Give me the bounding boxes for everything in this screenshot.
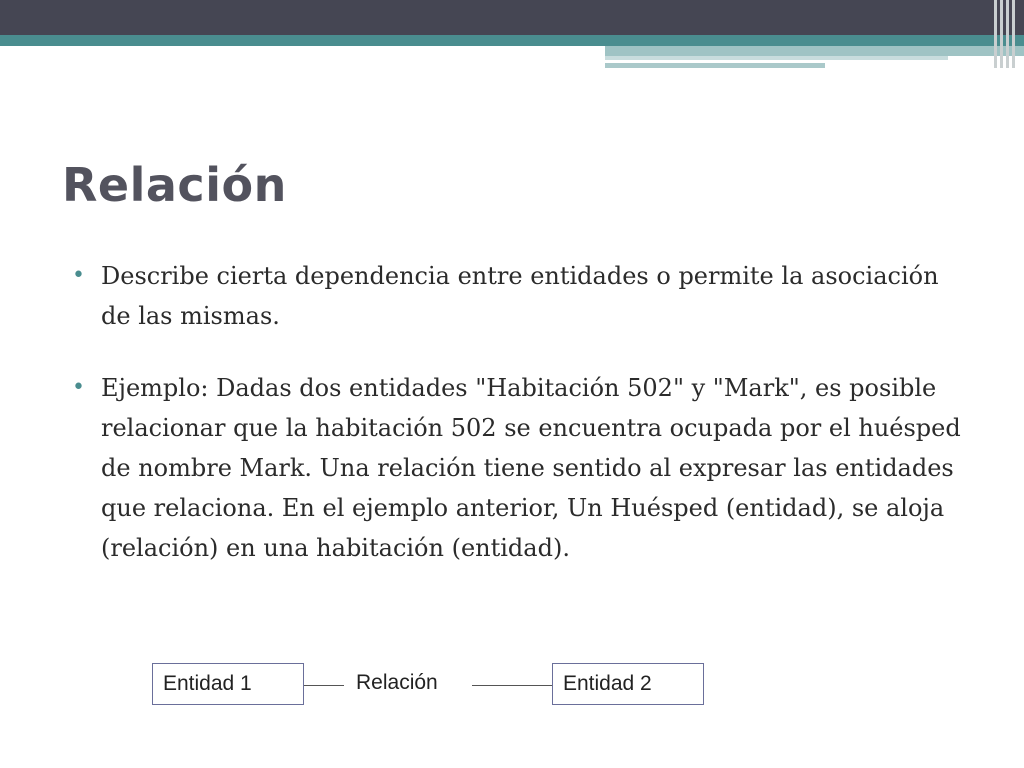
entity-2-box: Entidad 2 (552, 663, 704, 705)
bullet-item (72, 368, 972, 568)
header-teal-band (0, 35, 1024, 46)
bullet-marker: • (72, 375, 85, 400)
bullet-marker: • (72, 263, 85, 288)
entity-1-box: Entidad 1 (152, 663, 304, 705)
connector-line-right (472, 685, 552, 686)
relation-label: Relación (356, 671, 438, 694)
header-light-band (605, 46, 1024, 56)
header-dark-band (0, 0, 1024, 35)
header-light-band (605, 56, 948, 60)
bullet-text: Describe cierta dependencia entre entidades o permite la asociación de las mismas. (101, 262, 939, 330)
header-stripe (1012, 0, 1015, 68)
bullet-item (72, 256, 972, 336)
header-light-band (605, 63, 825, 68)
header-stripe (994, 0, 997, 68)
bullet-list (72, 256, 972, 600)
header-stripe (1000, 0, 1003, 68)
slide-title: Relación (62, 158, 287, 212)
connector-line-left (304, 685, 344, 686)
bullet-text: Ejemplo: Dadas dos entidades "Habitación 502" y "Mark", es posible relacionar que la habitación 502 se encuentra ocupada por el huésped de nombre Mark. Una relación tiene sentido al expresar las entidades que relaciona. En el ejemplo anterior, Un Huésped (entidad), se aloja (relación) en una habitación (entidad). (101, 374, 961, 562)
header-stripe (1006, 0, 1009, 68)
